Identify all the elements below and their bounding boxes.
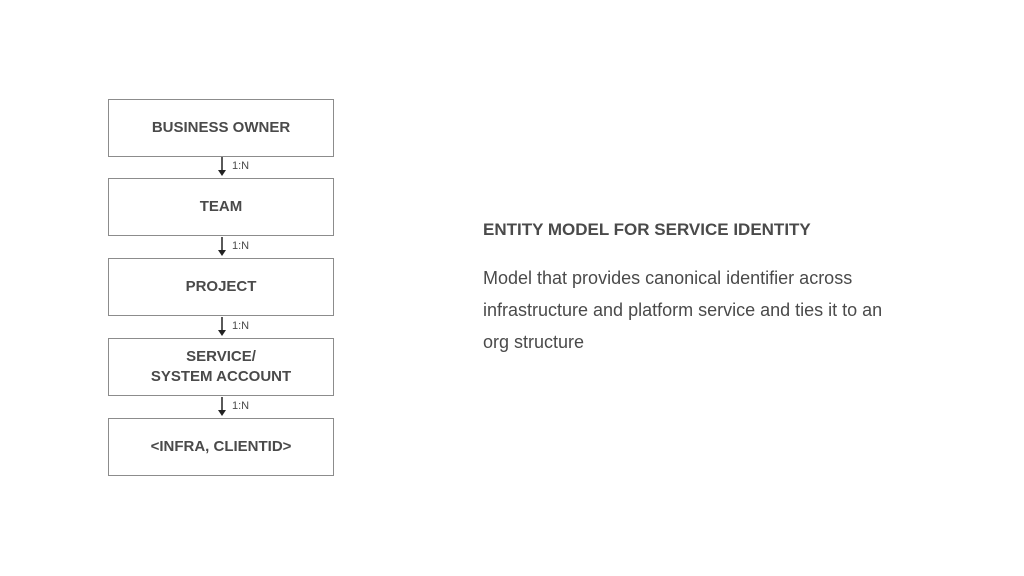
cardinality-label: 1:N [232, 240, 250, 252]
box-service-system-account [108, 338, 334, 396]
box-team [108, 178, 334, 236]
slide-title: ENTITY MODEL FOR SERVICE IDENTITY [483, 220, 811, 239]
box-label: TEAM [199, 198, 243, 215]
box-label: BUSINESS OWNER [151, 119, 291, 136]
box-infra-clientid [108, 418, 334, 476]
cardinality-label: 1:N [232, 400, 250, 412]
box-label: PROJECT [185, 278, 257, 295]
box-label: <INFRA, CLIENTID> [150, 438, 292, 455]
box-label: SERVICE/ SYSTEM ACCOUNT [150, 348, 292, 385]
connector-3 [216, 317, 276, 337]
down-arrow-icon [216, 157, 228, 177]
connector-1 [216, 157, 276, 177]
down-arrow-icon [216, 397, 228, 417]
slide-description: Model that provides canonical identifier across infrastructure and platform service and ties it to an org structure [483, 268, 883, 352]
down-arrow-icon [216, 317, 228, 337]
cardinality-label: 1:N [232, 320, 250, 332]
box-business-owner [108, 99, 334, 157]
down-arrow-icon [216, 237, 228, 257]
connector-4 [216, 397, 276, 417]
box-project [108, 258, 334, 316]
cardinality-label: 1:N [232, 160, 250, 172]
connector-2 [216, 237, 276, 257]
